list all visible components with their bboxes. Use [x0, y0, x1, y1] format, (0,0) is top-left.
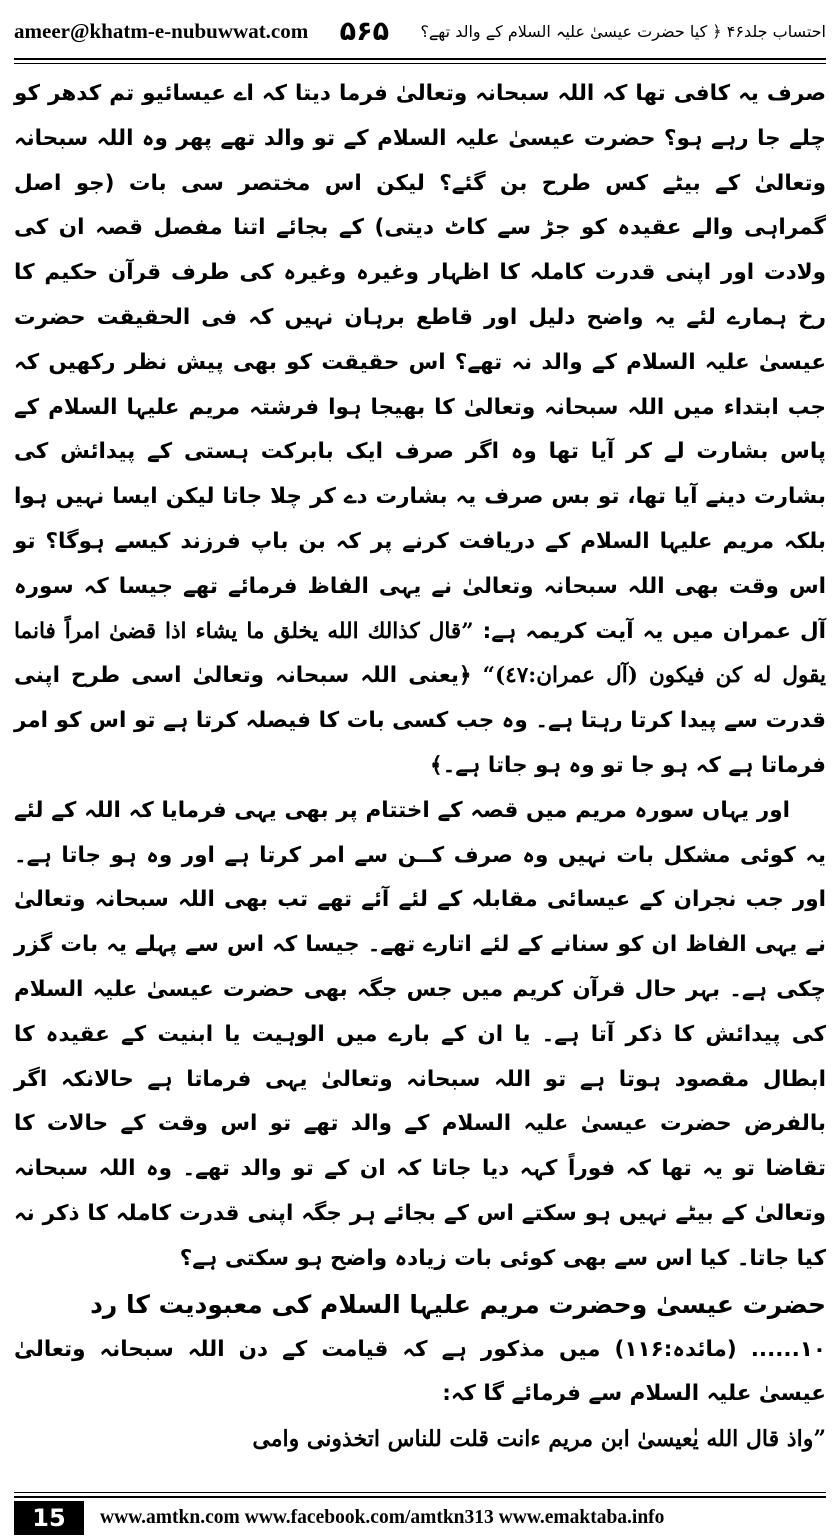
quran-verse-maidah-116: ”واذ قال الله يٰعيسىٰ ابن مريم ءانت قلت للناس اتخذونى وامى: [252, 1426, 826, 1453]
page-header: [14, 10, 826, 52]
header-running-title: احتساب جلد۴۶ ﴿ کیا حضرت عیسیٰ علیہ السلام کے والد تھے؟: [420, 21, 826, 41]
footer-rule: [14, 1496, 826, 1498]
section-heading: حضرت عیسیٰ وحضرت مریم علیہا السلام کی معبودیت کا رد: [90, 1289, 826, 1319]
quran-verse-al-imran-47: ”قال كذالك الله يخلق ما يشاء اذا قضىٰ امراً فانما يقول له كن فيكون (آل عمران:٤٧)“: [14, 618, 826, 689]
verse-translation: ﴿یعنی اللہ سبحانہ وتعالیٰ اسی طرح اپنی قدرت سے پیدا کرتا رہتا ہے۔ وہ جب کسی بات کا فیصلہ کرتا ہے تو اس کو امر فرماتا ہے کہ ہو جا تو وہ ہو جاتا ہے۔﴾: [14, 663, 826, 778]
body-paragraph-2: اور یہاں سورہ مریم میں قصہ کے اختتام پر بھی یہی فرمایا کہ اللہ کے لئے یہ کوئی مشکل بات نہیں وہ صرف کــن سے امر کرتا ہے اور وہ ہو جاتا ہے۔ اور جب نجران کے عیسائی مقابلہ کے لئے آئے تھے تب بھی اللہ سبحانہ وتعالیٰ نے یہی الفاظ ان کو سنانے کے لئے اتارے تھے۔ جیسا کہ اس سے پہلے یہ بات گزر چکی ہے۔ بہر حال قرآن کریم میں جس جگہ بھی حضرت عیسیٰ علیہ السلام کی پیدائش کا ذکر آتا ہے۔ یا ان کے بارے میں الوہیت یا ابنیت کے عقیدہ کا ابطال مقصود ہوتا ہے تو اللہ سبحانہ وتعالیٰ یہی فرماتا ہے حالانکہ اگر بالفرض حضرت عیسیٰ علیہ السلام کے والد تھے تو اس وقت کے حالات کا تقاضا تو یہ تھا کہ فوراً کہہ دیا جاتا کہ ان کے تو والد تھے۔ وہ اللہ سبحانہ وتعالیٰ کے بیٹے نہیں ہو سکتے اس کے بجائے ہر جگہ اپنی قدرت کاملہ کا ذکر نہ کیا جاتا۔ کیا اس سے بھی کوئی بات زیادہ واضح ہو سکتی ہے؟: [14, 797, 826, 1271]
page-body: [14, 72, 826, 1462]
footer-website-links: www.amtkn.com www.facebook.com/amtkn313 www.emaktaba.info: [100, 1507, 665, 1528]
header-rule-thin: [14, 63, 826, 64]
footer-page-number: 15: [14, 1501, 84, 1535]
header-rule: [14, 58, 826, 60]
header-email: ameer@khatm-e-nubuwwat.com: [14, 18, 309, 43]
header-page-number: ۵۶۵: [339, 15, 390, 47]
paragraph-1-text: صرف یہ کافی تھا کہ اللہ سبحانہ وتعالیٰ فرما دیتا کہ اے عیسائیو تم کدھر کو چلے جا رہے ہو؟ حضرت عیسیٰ علیہ السلام کے تو والد تھے پھر وہ اللہ سبحانہ وتعالیٰ کے بیٹے کس طرح بن گئے؟ لیکن اس مختصر سی بات (جو اصل گمراہی والے عقیدہ کو جڑ سے کاٹ دیتی) کے بجائے اتنا مفصل قصہ ان کی ولادت اور اپنی قدرت کاملہ کا اظہار وغیرہ وغیرہ کی طرف قرآن حکیم کا رخ ہمارے لئے یہ واضح دلیل اور قاطع برہان نہیں کہ فی الحقیقت حضرت عیسیٰ علیہ السلام کے والد نہ تھے؟ اس حقیقت کو بھی پیش نظر رکھیں کہ جب ابتداء میں اللہ سبحانہ وتعالیٰ کا بھیجا ہوا فرشتہ مریم علیہا السلام کے پاس بشارت لے کر آیا تھا وہ اگر صرف ایک بابرکت ہستی کے پیدائش کی بشارت دینے آیا تھا، تو بس صرف یہ بشارت دے کر چلا جاتا لیکن ایسا نہیں ہوا بلکہ مریم علیہا السلام کے دریافت کرنے پر کہ بن باپ فرزند کیسے ہوگا؟ تو اس وقت بھی اللہ سبحانہ وتعالیٰ نے یہی الفاظ فرمائے تھے جیسا کہ سورہ آل عمران میں یہ آیت کریمہ ہے:: [14, 81, 826, 644]
page-footer: [14, 1500, 826, 1536]
numbered-item-10: ۱۰...... (مائدہ:۱۱۶) میں مذکور ہے کہ قیامت کے دن اللہ سبحانہ وتعالیٰ عیسیٰ علیہ السلام سے فرمائے گا کہ:: [14, 1336, 826, 1407]
body-paragraph-1: [14, 72, 826, 789]
footer-rule-thin: [14, 1492, 826, 1493]
